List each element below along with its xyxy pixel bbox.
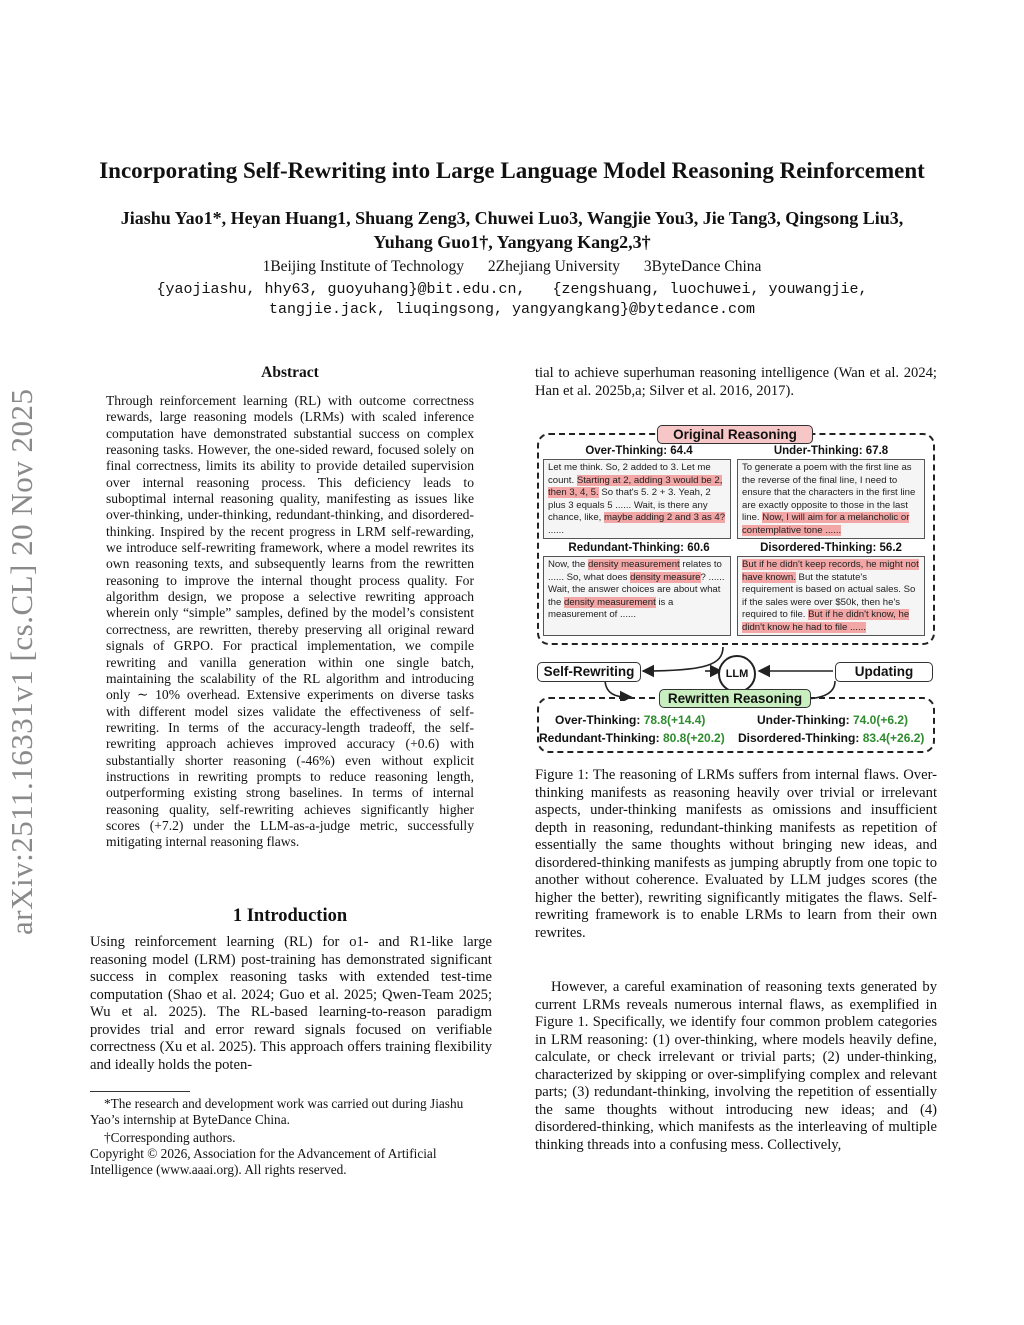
footnote-internship: *The research and development work was carried out during Jiashu Yao’s internship at ByteDance China.: [90, 1096, 464, 1127]
abstract-heading: Abstract: [261, 364, 319, 381]
author-emails: [0, 280, 1024, 320]
highlight: But if he didn't keep records, he might not have known.: [742, 559, 919, 583]
score-under-thinking: Under-Thinking: 74.0(+6.2): [757, 713, 909, 727]
affiliations: [0, 258, 1024, 276]
author-list: [60, 206, 964, 254]
abstract-body: Through reinforcement learning (RL) with outcome correctness rewards, large reasoning models (LRMs) with scaled inference computation have demonstrated substantial success on complex reasoning tasks. However, the one-sided reward, focused solely on final correctness, limits its ability to provide detailed supervision over internal reasoning process. This deficiency leads to suboptimal internal reasoning quality, manifesting as issues like over-thinking, under-thinking, redundant-thinking, and disordered-thinking. Inspired by the recent progress in LRM self-rewarding, we introduce self-rewriting framework, where a model rewrites its own reasoning texts, and subsequently learns from the rewritten reasoning to improve the internal thought process quality. For algorithm design, we propose a selective rewriting approach wherein only “simple” samples, defined by the model’s consistent correctness, are rewritten, thereby preserving all original reward signals of GRPO. For practical implementation, we compile rewriting and vanilla generation within one single batch, maintaining the scalability of the RL algorithm and introducing only ∼ 10% overhead. Extensive experiments on diverse tasks with different model sizes validate the effectiveness of self-rewriting. In terms of the accuracy-length tradeoff, the self-rewriting approach achieves improved accuracy (+0.6) with substantially shorter reasoning (-46%) even without explicit instructions in rewriting prompts to reduce reasoning length, outperforming existing strong baselines. In terms of internal reasoning quality, self-rewriting achieves significantly higher scores (+7.2) under the LLM-as-a-judge metric, successfully mitigating internal reasoning flaws.: [106, 393, 474, 850]
panel-title-redundant-thinking: Redundant-Thinking: 60.6: [568, 542, 710, 554]
affiliation-2: 2Zhejiang University: [487, 258, 621, 275]
affiliation-1: 1Beijing Institute of Technology: [262, 258, 464, 275]
updating-label: Updating: [835, 662, 933, 682]
footnote-rule: [90, 1091, 190, 1092]
disordered-thinking-panel: But if he didn't keep records, he might not have known. But the statute's requirement is based on actual sales. So if the sales were over $50k, then he's required to file. But if he didn't know, he didn't know he had to file ......: [737, 556, 925, 636]
copyright-notice: Copyright © 2026, Association for the Advancement of Artificial Intelligence (www.aaai.org). All rights reserved.: [90, 1146, 437, 1177]
introduction-continued: tial to achieve superhuman reasoning intelligence (Wan et al. 2024; Han et al. 2025b,a; Silver et al. 2016, 2017).: [535, 365, 937, 399]
figure-1-caption: Figure 1: The reasoning of LRMs suffers from internal flaws. Over-thinking manifests as reasoning heavily over trivial or irrelevant aspects, under-thinking manifests as omissions and insufficient depth in reasoning, redundant-thinking manifests as repetition of essentially the same thoughts without bringing new ideas, and disordered-thinking manifests as jumping abruptly from one topic to another without coherence. Evaluated by LLM judges scores (the higher the better), rewriting significantly mitigates the flaws. Self-rewriting framework is to enable LRMs to learn from their own rewrites.: [535, 767, 937, 941]
under-thinking-panel: To generate a poem with the first line as the reverse of the final line, I need to ensure that the characters in the first line are exactly opposite to those in the last line. Now, I will aim for a melancholic or contemplative tone ......: [737, 459, 925, 539]
highlight: density measurement: [588, 559, 680, 570]
emails-line-1: {yaojiashu, hhy63, guoyuhang}@bit.edu.cn, {zengshuang, luochuwei, youwangjie,: [156, 281, 868, 298]
figure-1: [535, 425, 937, 755]
over-thinking-panel: Let me think. So, 2 added to 3. Let me count. Starting at 2, adding 3 would be 2, then 3, 4, 5. So that's 5. 2 + 3. Yeah, 2 plus 3 equals 5 ...... Wait, is there any chance, like, maybe adding 2 and 3 as 4? ......: [543, 459, 731, 539]
panel-title-over-thinking: Over-Thinking: 64.4: [585, 445, 693, 457]
score-redundant-thinking: Redundant-Thinking: 80.8(+20.2): [539, 731, 725, 745]
highlight: density measurement: [564, 596, 656, 608]
emails-line-2: tangjie.jack, liuqingsong, yangyangkang}@bytedance.com: [268, 301, 756, 318]
highlight: maybe adding 2 and 3 as 4?: [604, 512, 726, 524]
highlight: Now, I will aim for a melancholic or contemplative tone ......: [742, 512, 910, 536]
authors-line-1: Jiashu Yao1*, Heyan Huang1, Shuang Zeng3, Chuwei Luo3, Wangjie You3, Jie Tang3, Qingsong Liu3,: [120, 208, 904, 228]
arxiv-stamp: arXiv:2511.16331v1 [cs.CL] 20 Nov 2025: [4, 388, 39, 935]
score-over-thinking: Over-Thinking: 78.8(+14.4): [555, 713, 706, 727]
introduction-body: Using reinforcement learning (RL) for o1- and R1-like large reasoning model (LRM) post-training has demonstrated significant success in complex reasoning tasks with extended test-time computation (Shao et al. 2024; Guo et al. 2025; Qwen-Team 2025; Wu et al. 2025). The RL-based learning-to-reason paradigm provides trial and error reward signals focused on verifiable correctness (Xu et al. 2025). This approach offers training flexibility and ideally holds the poten-: [90, 934, 492, 1073]
affiliation-3: 3ByteDance China: [643, 258, 762, 275]
self-rewriting-label: Self-Rewriting: [537, 662, 641, 682]
introduction-heading: 1 Introduction: [232, 906, 348, 926]
llm-icon: LLM: [718, 655, 756, 693]
panel-title-disordered-thinking: Disordered-Thinking: 56.2: [760, 542, 902, 554]
highlight: density measure: [630, 571, 701, 583]
highlight: But if he didn't know, he didn't know he had to file ......: [742, 609, 910, 633]
rewritten-reasoning-label: Rewritten Reasoning: [659, 689, 811, 708]
original-reasoning-label: Original Reasoning: [657, 425, 813, 444]
footnote-corresponding: †Corresponding authors.: [104, 1130, 236, 1145]
score-disordered-thinking: Disordered-Thinking: 83.4(+26.2): [738, 731, 925, 745]
panel-title-under-thinking: Under-Thinking: 67.8: [773, 445, 889, 457]
paper-title: Incorporating Self-Rewriting into Large Language Model Reasoning Reinforcement: [99, 158, 925, 183]
highlight: Starting at 2, adding 3 would be 2, then 3, 4, 5.: [548, 474, 723, 499]
right-column-body: However, a careful examination of reasoning texts generated by current LRMs reveals numerous internal flaws, as exemplified in Figure 1. Specifically, we identify four common problem categories in LRM reasoning: (1) over-thinking, where models heavily define, calculate, or check irrelevant or trivial parts; (2) under-thinking, characterized by skipping or over-simplifying complex and relevant parts; (3) redundant-thinking, involving the repetition of essentially the same thoughts without introducing new ideas; and (4) disordered-thinking, which manifests as the interleaving of multiple thinking threads into a confusing mess. Collectively,: [535, 979, 937, 1153]
redundant-thinking-panel: Now, the density measurement relates to ...... So, what does density measure? ...... Wait, the answer choices are about what the density measurement is a measurement of ......: [543, 556, 731, 636]
authors-line-2: Yuhang Guo1†, Yangyang Kang2,3†: [373, 232, 651, 252]
